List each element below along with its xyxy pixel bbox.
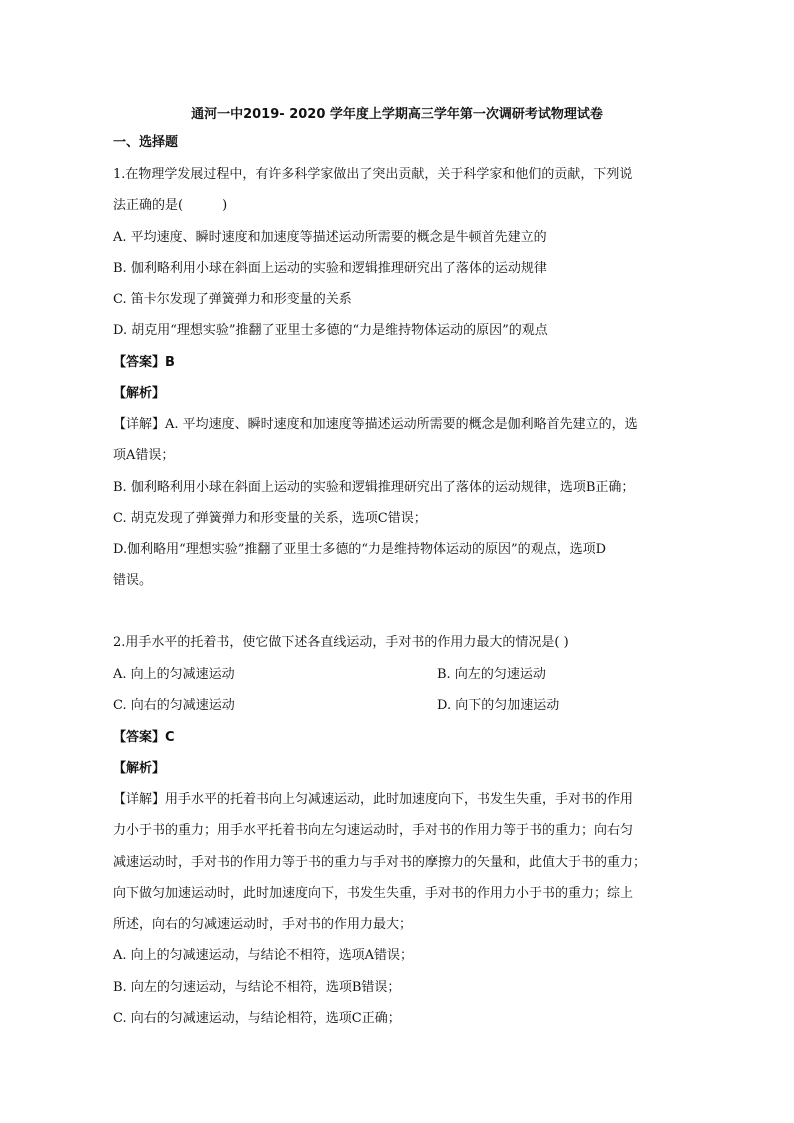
q1-detail-line-6: 错误。 [113, 573, 153, 588]
q2-eval-line-c: C. 向右的匀减速运动，与结论相符，选项C正确； [113, 1011, 401, 1026]
q2-option-b: B. 向左的匀速运动 [437, 667, 546, 682]
q1-detail-line-2: 项A错误； [113, 448, 175, 463]
q1-stem-line-2: 法正确的是( ) [113, 198, 228, 213]
q1-option-c: C. 笛卡尔发现了弹簧弹力和形变量的关系 [113, 292, 352, 307]
q2-detail-line-4: 向下做匀加速运动时，此时加速度向下，书发生失重，手对书的作用力小于书的重力；综上 [113, 886, 634, 901]
section-heading: 一、选择题 [113, 135, 179, 150]
q1-option-d: D. 胡克用“理想实验”推翻了亚里士多德的“力是维持物体运动的原因”的观点 [113, 323, 548, 338]
q1-analysis-heading: 【解析】 [113, 386, 166, 401]
q2-detail-line-3: 减速运动时，手对书的作用力等于书的重力与手对书的摩擦力的矢量和，此值大于书的重力； [113, 855, 647, 870]
q2-detail-line-5: 所述，向右的匀减速运动时，手对书的作用力最大； [113, 917, 413, 932]
q2-eval-line-a: A. 向上的匀减速运动，与结论不相符，选项A错误； [113, 948, 414, 963]
exam-title: 通河一中2019- 2020 学年度上学期高三学年第一次调研考试物理试卷 [191, 107, 603, 122]
q1-option-b: B. 伽利略利用小球在斜面上运动的实验和逻辑推理研究出了落体的运动规律 [113, 261, 547, 276]
q2-analysis-heading: 【解析】 [113, 761, 166, 776]
q2-option-a: A. 向上的匀减速运动 [113, 667, 235, 682]
q1-answer: 【答案】B [113, 355, 175, 370]
q1-option-a: A. 平均速度、瞬时速度和加速度等描述运动所需要的概念是牛顿首先建立的 [113, 230, 547, 245]
q2-option-c: C. 向右的匀减速运动 [113, 698, 235, 713]
q2-detail-line-1: 【详解】用手水平的托着书向上匀减速运动，此时加速度向下，书发生失重，手对书的作用 [113, 792, 634, 807]
q2-eval-line-b: B. 向左的匀速运动，与结论不相符，选项B错误； [113, 980, 401, 995]
q1-stem-line-1: 1.在物理学发展过程中，有许多科学家做出了突出贡献，关于科学家和他们的贡献，下列说 [113, 167, 633, 182]
q1-detail-line-1: 【详解】A. 平均速度、瞬时速度和加速度等描述运动所需要的概念是伽利略首先建立的，选 [113, 417, 638, 432]
q2-option-d: D. 向下的匀加速运动 [437, 698, 560, 713]
q2-answer: 【答案】C [113, 730, 175, 745]
q2-detail-line-2: 力小于书的重力；用手水平托着书向左匀速运动时，手对书的作用力等于书的重力；向右匀 [113, 823, 634, 838]
q1-detail-line-5: D.伽利略用“理想实验”推翻了亚里士多德的“力是维持物体运动的原因”的观点，选项D [113, 542, 607, 557]
q2-stem: 2.用手水平的托着书，使它做下述各直线运动，手对书的作用力最大的情况是( ) [113, 635, 569, 650]
q1-detail-line-3: B. 伽利略利用小球在斜面上运动的实验和逻辑推理研究出了落体的运动规律，选项B正确； [113, 480, 635, 495]
q1-detail-line-4: C. 胡克发现了弹簧弹力和形变量的关系，选项C错误； [113, 511, 427, 526]
